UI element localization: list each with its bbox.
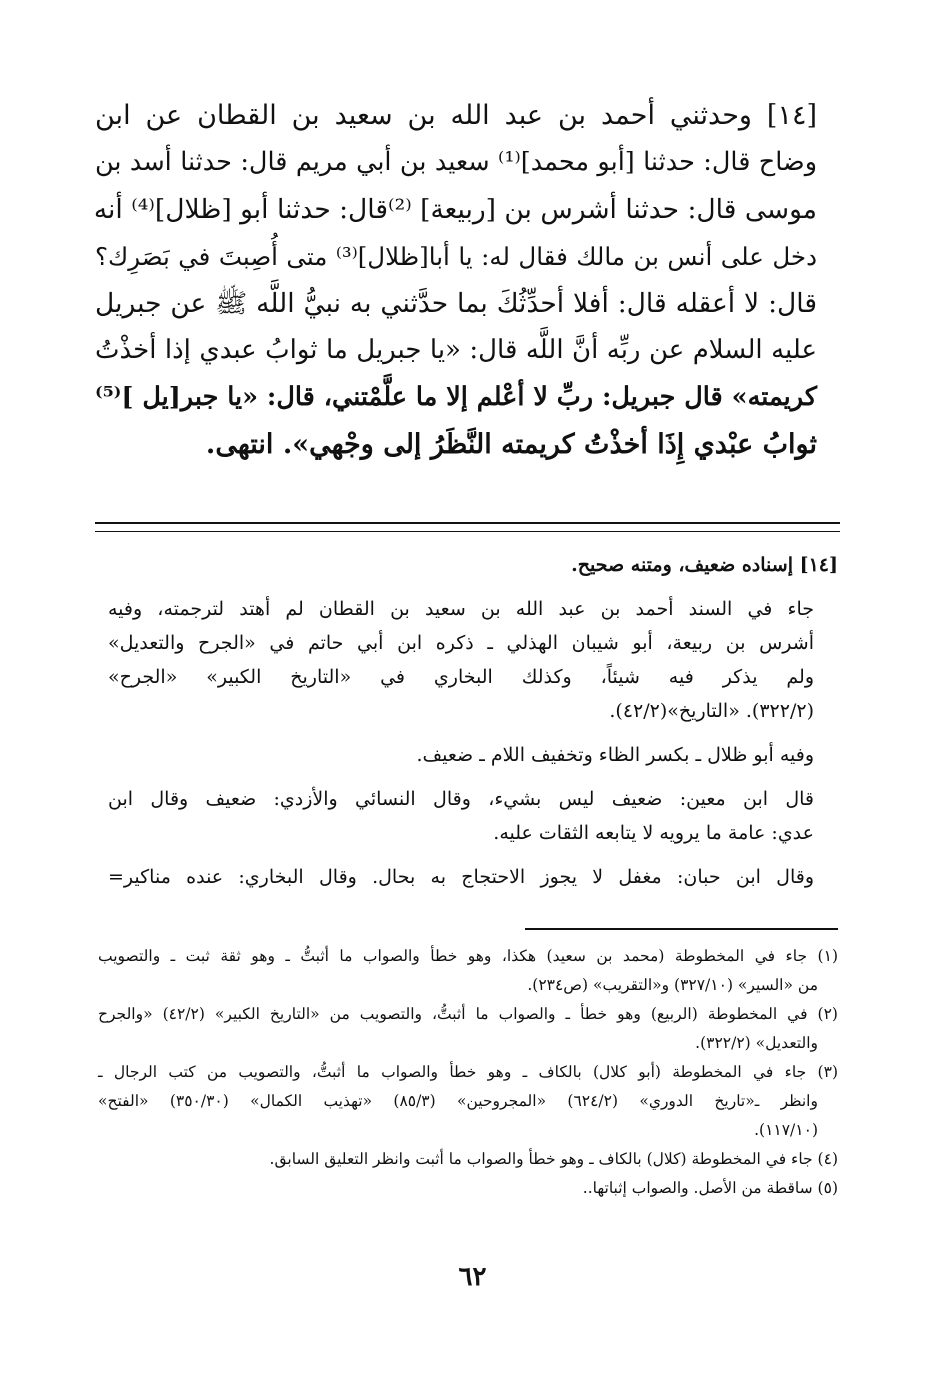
separator-rule-top (95, 522, 840, 524)
footnotes (98, 942, 838, 1203)
main-line: وضاح قال: حدثنا [أبو محمد]⁽¹⁾ سعيد بن أبي مريم قال: حدثنا أسد بن (95, 147, 818, 177)
commentary-line: ولم يذكر فيه شيئاً، وكذلك البخاري في «التاريخ الكبير» «الجرح» (108, 666, 814, 688)
main-line: موسى قال: حدثنا أشرس بن [ربيعة] ⁽²⁾قال: حدثنا أبو [ظلال]⁽⁴⁾ أنه (93, 194, 817, 225)
commentary-line: عدي: عامة ما يرويه لا يتابعه الثقات عليه. (493, 822, 814, 844)
commentary-line: (٣٢٢/٢). «التاريخ»(٤٢/٢). (609, 700, 814, 722)
page-number: ٦٢ (458, 1262, 487, 1292)
footnote-line: (٢) في المخطوطة (الربيع) وهو خطأ ـ والصواب ما أثبتُّ، والتصويب من «التاريخ الكبير» (٤٢/٢) «والجرح (98, 1005, 838, 1023)
footnote-line: (٥) ساقطة من الأصل. والصواب إثباتها.. (582, 1179, 838, 1197)
commentary-paragraph (108, 860, 814, 894)
footnote-item (98, 1174, 838, 1203)
commentary (108, 548, 838, 894)
main-line: دخل على أنس بن مالك فقال له: يا أبا[ظلال]⁽³⁾ متى أُصِبتَ في بَصَرِك؟ (95, 242, 817, 271)
footnote-item (98, 1058, 838, 1145)
commentary-paragraph (108, 738, 814, 772)
main-line: عليه السلام عن ربِّه أنَّ اللَّه قال: «يا جبريل ما ثوابُ عبدي إذا أخذْتُ (95, 335, 817, 365)
footnote-item (98, 942, 838, 1000)
footnote-line: (٣) جاء في المخطوطة (أبو كلال) بالكاف ـ وهو خطأ والصواب ما أثبتُّ، والتصويب من كتب الرجال ـ (98, 1063, 838, 1081)
footnote-rule (525, 928, 838, 930)
footnote-line: (٤) جاء في المخطوطة (كلال) بالكاف ـ وهو خطأ والصواب ما أثبت وانظر التعليق السابق. (269, 1150, 838, 1168)
main-line: قال: لا أعقله قال: أفلا أحدِّثُكَ بما حدَّثني به نبيُّ اللَّه ﷺ عن جبريل (95, 288, 817, 319)
footnote-line: والتعديل» (٣٢٢/٢). (695, 1034, 818, 1052)
main-line: ثوابُ عبْدي إِذَا أخذْتُ كريمته النَّظَرُ إلى وجْهي». انتهى. (205, 429, 817, 460)
footnote-line: (١١٧/١٠). (754, 1121, 818, 1139)
commentary-paragraph (108, 782, 814, 850)
commentary-heading: [١٤] إسناده ضعيف، ومتنه صحيح. (571, 554, 838, 576)
separator-rule-bottom (95, 531, 840, 532)
commentary-line: وقال ابن حبان: مغفل لا يجوز الاحتجاج به بحال. وقال البخاري: عنده مناكير= (108, 866, 814, 888)
commentary-line: وفيه أبو ظلال ـ بكسر الظاء وتخفيف اللام ـ ضعيف. (416, 744, 814, 766)
main-line: كريمته» قال جبريل: ربِّ لا أعْلم إلا ما علَّمْتني، قال: «يا جبر[يل ]⁽⁵⁾ (95, 382, 817, 412)
footnote-item (98, 1000, 838, 1058)
commentary-line: جاء في السند أحمد بن عبد الله بن سعيد بن القطان لم أهتد لترجمته، وفيه (108, 598, 814, 620)
footnote-line: وانظر ـ«تاريخ الدوري» (٦٢٤/٢) «المجروحين» (٨٥/٣) «تهذيب الكمال» (٣٥٠/٣٠) «الفتح» (98, 1092, 818, 1110)
commentary-line: أشرس بن ربيعة، أبو شيبان الهذلي ـ ذكره ابن أبي حاتم في «الجرح والتعديل» (108, 632, 814, 654)
commentary-paragraph (108, 592, 814, 728)
footnote-line: من «السير» (٣٢٧/١٠) و«التقريب» (ص٢٣٤). (527, 976, 818, 994)
footnote-item (98, 1145, 838, 1174)
commentary-line: قال ابن معين: ضعيف ليس بشيء، وقال النسائي والأزدي: ضعيف وقال ابن (108, 788, 814, 810)
main-line: [١٤] وحدثني أحمد بن عبد الله بن سعيد بن القطان عن ابن (95, 100, 817, 131)
main-text (95, 92, 817, 468)
footnote-line: (١) جاء في المخطوطة (محمد بن سعيد) هكذا، وهو خطأ والصواب ما أثبتُّ ـ وهو ثقة ثبت ـ والتصويب (98, 947, 838, 965)
